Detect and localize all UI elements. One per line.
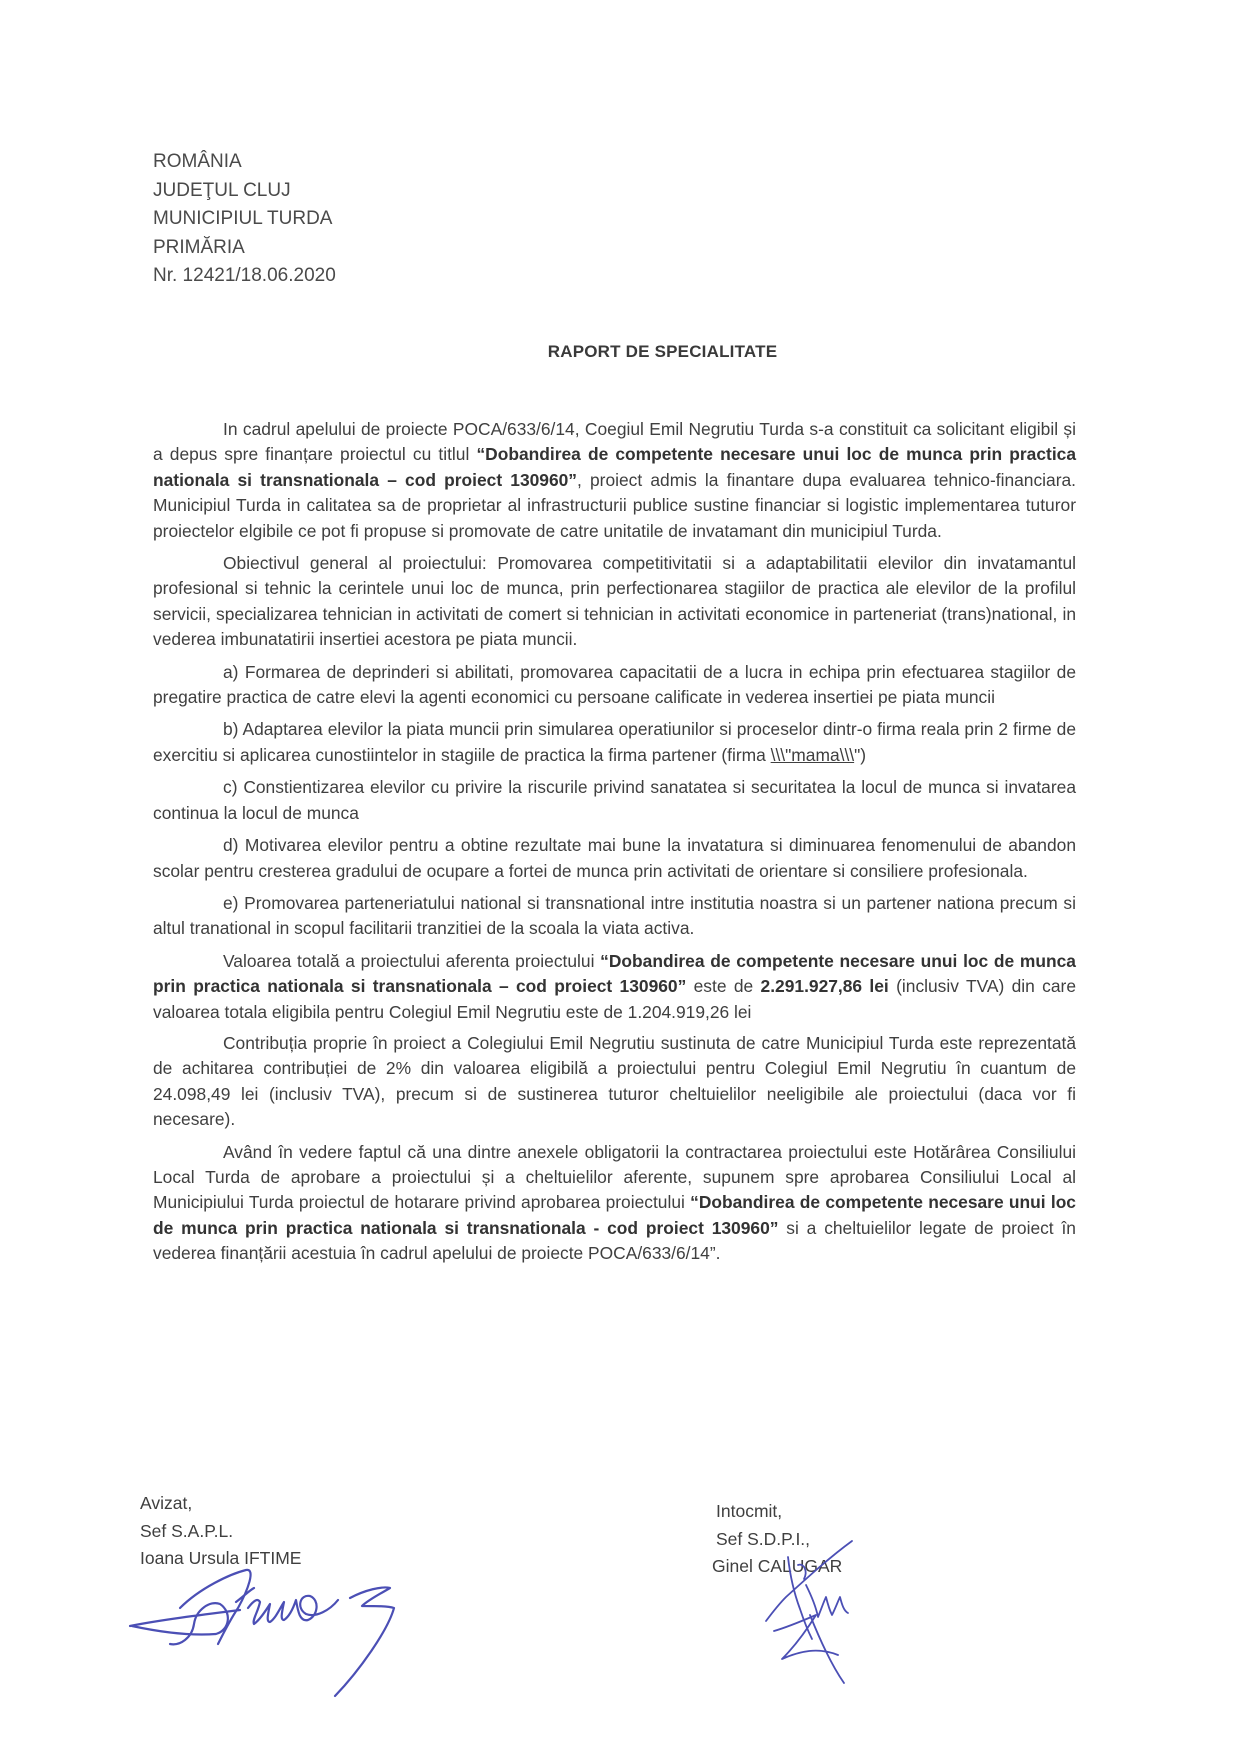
objective-item-c: c) Constientizarea elevilor cu privire la riscurile privind sanatatea si securitatea la locul de munca si invatarea continua la locul de munca [153, 777, 1076, 823]
objective-item-a: a) Formarea de deprinderi si abilitati, promovarea capacitatii de a lucra in echipa prin efectuarea stagiilor de pregatire practica de catre elevi la agenti economici cu persoane calificate in vederea insertiei pe piata muncii [153, 661, 1076, 708]
project-title-approval: “Dobandirea de competente necesare unui loc de munca prin practica nationala si transnationala - cod proiect 130960” [153, 1192, 1076, 1238]
signature-left-name: Ioana Ursula IFTIME [140, 1548, 302, 1568]
approval-text-end: si a cheltuielilor legate de proiect în vederea finanțării acestuia în cadrul apelului de proiecte POCA/633/6/14”. [153, 1217, 1076, 1264]
intro-text: In cadrul apelului de proiecte POCA/633/6/14, Coegiul Emil Negrutiu Turda s-a constituit ca solicitant eligibil și a depus spre finanțare proiectul cu titlul [153, 419, 1076, 465]
objective-item-d: d) Motivarea elevilor pentru a obtine rezultate mai bune la invatatura si diminuarea fenomenului de abandon scolar pentru cresterea gradului de ocupare a fortei de munca prin activitati de orientare si consiliere profesionala. [153, 835, 1076, 881]
total-value-text: Valoarea totală a proiectului aferenta proiectului [223, 950, 601, 971]
document-title: RAPORT DE SPECIALITATE [547, 342, 778, 361]
paragraph-intro [153, 417, 1076, 544]
project-title-repeat: “Dobandirea de competente necesare unui loc de munca prin practica nationala si transnationala – cod proiect 130960” [153, 950, 1076, 997]
paragraph-total-value [153, 949, 1076, 1025]
total-value-amount: 2.291.927,86 lei [760, 976, 889, 997]
signature-right-label: Intocmit, [716, 1501, 783, 1521]
objective-item-b [153, 717, 1076, 768]
header-office: PRIMĂRIA [153, 236, 245, 258]
handwritten-signature-right [760, 1535, 880, 1685]
header-country: ROMÂNIA [153, 151, 242, 172]
signature-right-role: Sef S.D.P.I., [716, 1528, 811, 1549]
letterhead [153, 148, 336, 291]
intro-text-end: , proiect admis la finantare dupa evaluarea tehnico-financiara. Municipiul Turda in calitatea sa de proprietar al infrastructurii publice sustine financiar si logistic implementarea tuturor proiectelor elgibile ce pot fi propuse si promovate de catre unitatile de invatamant din municipiul Turda. [153, 469, 1076, 541]
paragraph-approval [153, 1140, 1076, 1267]
approval-text: Având în vedere faptul că una dintre anexele obligatorii la contractarea proiectului este Hotărârea Consiliului Local Turda de aprobare a proiectului și a cheltuielilor aferente, supunem spre aprobarea Consiliului Local al Municipiului Turda proiectul de hotarare privind aprobarea proiectului [153, 1141, 1076, 1213]
total-value-connector: este de [686, 976, 761, 997]
header-municipality: MUNICIPIUL TURDA [153, 208, 333, 229]
eligible-value-text: (inclusiv TVA) din care valoarea totala eligibila pentru Colegiul Emil Negrutiu este de 1.204.919,26 lei [153, 976, 1077, 1022]
paragraph-contribution: Contribuția proprie în proiect a Colegiului Emil Negrutiu sustinuta de catre Municipiul Turda este reprezentată de achitarea contribuției de 2% din valoarea eligibilă a proiectului pentru Colegiul Emil Negrutiu în cuantum de 24.098,49 lei (inclusiv TVA), precum si de sustinerea tuturor cheltuielilor neeligibile ale proiectului (daca vor fi necesare). [153, 1032, 1076, 1130]
handwritten-signature-left [120, 1560, 410, 1700]
signature-left-role: Sef S.A.P.L. [140, 1520, 234, 1541]
item-b-end: ") [854, 744, 867, 765]
project-title: “Dobandirea de competente necesare unui loc de munca prin practica nationala si transnationala – cod proiect 130960” [153, 444, 1076, 490]
header-county: JUDEŢUL CLUJ [153, 179, 291, 201]
signature-left-label: Avizat, [140, 1493, 193, 1513]
paragraph-objective: Obiectivul general al proiectului: Promovarea competitivitatii si a adaptabilitatii elevilor din invatamantul profesional si tehnic la cerintele unui loc de munca, prin perfectionarea stagiilor de practica ale elevilor de la profilul servicii, specializarea tehnician in activitati de comert si tehnician in activitati economice in parteneriat (trans)national, in vederea imbunatatirii insertiei acestora pe piata muncii. [153, 553, 1076, 650]
registration-number: Nr. 12421/18.06.2020 [153, 265, 336, 286]
item-b-underlined: \\\"mama\\\ [770, 744, 855, 765]
document-body [153, 417, 1076, 1274]
objective-item-e: e) Promovarea parteneriatului national si transnational intre institutia noastra si un partener nationa precum si altul tranational in scopul facilitarii tranzitiei de la scoala la viata activa. [153, 892, 1076, 939]
item-b-text: b) Adaptarea elevilor la piata muncii prin simularea operatiunilor si proceselor dintr-o firma reala prin 2 firme de exercitiu si aplicarea cunostiintelor in stagiile de practica la firma partener (firma [153, 719, 1076, 765]
signature-right-name: Ginel CALUGAR [712, 1556, 843, 1576]
